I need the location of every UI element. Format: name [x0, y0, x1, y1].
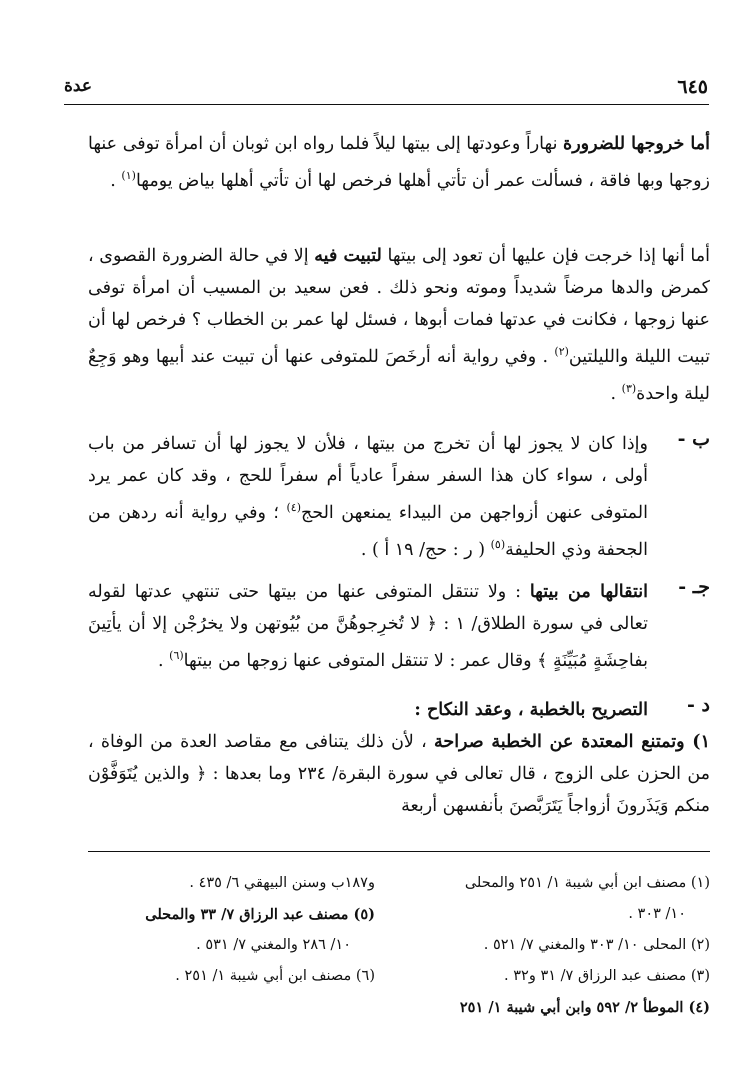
item-j-lead: انتقالها من بيتها	[529, 582, 648, 602]
footnote-line: (٦) مصنف ابن أبي شيبة ١/ ٢٥١ .	[175, 968, 375, 984]
paragraph-1	[88, 128, 710, 197]
item-d-sub-text: ، لأن ذلك يتنافى مع مقاصد العدة من الوفاة ، من الحزن على الزوج ، قال تعالى في سورة البقرة/ ٢٣٤ وما بعدها : ﴿ والذين يُتَوَفَّوْن منكم وَيَذَرونَ أزواجاً يَتَرَبَّصنَ بأنفسهن أربعة	[88, 732, 711, 816]
paragraph-1-lead: أما خروجها للضرورة	[563, 134, 710, 154]
item-b-text: وإذا كان لا يجوز لها أن تخرج من بيتها ، فلأن لا يجوز لها أن تسافر من باب أولى ، سواء كان هذا السفر سفراً عادياً أم سفراً للحج ، وقد كان عمر يرد المتوفى عنهن أزواجهن من البيداء يمنعهن الحج	[88, 434, 648, 523]
paragraph-2-bold: لتبيت فيه	[314, 246, 382, 266]
footnote-line: (٤) الموطأ ٢/ ٥٩٢ وابن أبي شيبة ١/ ٢٥١	[459, 999, 710, 1016]
item-d-marker: د -	[687, 694, 710, 716]
footnote-line: (٢) المحلى ١٠/ ٣٠٣ والمغني ٧/ ٥٢١ .	[483, 937, 710, 953]
footnote-ref-3[interactable]: (٣)	[621, 381, 637, 395]
paragraph-1-end: .	[110, 170, 122, 191]
footnote-line: ١٠/ ٣٠٣ .	[628, 906, 686, 922]
footnote-ref-4[interactable]: (٤)	[286, 501, 301, 514]
item-b-text-2: ؛ وفي رواية أنه ردهن من الجحفة وذي الحليفة	[88, 502, 648, 560]
footnote-ref-2[interactable]: (٢)	[554, 345, 569, 358]
paragraph-1-text: نهاراً وعودتها إلى بيتها ليلاً فلما رواه ابن ثوبان أن امرأة توفى عنها زوجها وبها فاقة ، فسألت عمر أن تأتي أهلها فرخص لها أن تأتي أهلها بياض يومها	[88, 134, 710, 191]
paragraph-2-end: .	[610, 383, 622, 404]
paragraph-2-text-a: أما أنها إذا خرجت فإن عليها أن تعود إلى بيتها	[381, 246, 710, 266]
item-j-end: .	[158, 650, 170, 671]
footnotes-right-column	[395, 868, 710, 1023]
item-b-end: ( ر : حج/ ١٩ أ ) .	[360, 539, 491, 560]
item-d-sub-lead: وتمتنع المعتدة عن الخطبة صراحة	[434, 732, 685, 752]
footnotes-left-column	[80, 868, 375, 992]
page-number: ٦٤٥	[677, 76, 708, 98]
footnote-line: (٣) مصنف عبد الرزاق ٧/ ٣١ و٣٢ .	[504, 968, 710, 984]
footnote-line: ١٠/ ٢٨٦ والمغني ٧/ ٥٣١ .	[196, 937, 351, 953]
item-d-sub-1	[88, 726, 710, 822]
item-j-text: : ولا تنتقل المتوفى عنها من بيتها حتى تنتهي عدتها لقوله تعالى في سورة الطلاق/ ١ : ﴿ لا تُخرِجوهُنَّ من بُيُوتهن ولا يخرُجْن إلا أن يأتِينَ بفاحِشَةٍ مُبَيِّنَةٍ ﴾ وقال عمر : لا تنتقل المتوفى عنها زوجها من بيتها	[88, 582, 648, 671]
footnote-ref-6[interactable]: (٦)	[169, 649, 184, 662]
item-j	[88, 576, 648, 677]
item-b-marker: ب -	[677, 428, 710, 450]
paragraph-2-text-b: إلا في حالة الضرورة القصوى ، كمرض والدها مرضاً شديداً وموته ونحو ذلك . فعن سعيد بن المسيب أن امرأة توفى عنها زوجها ، فكانت في عدتها فمات أبوها ، فسئل لها عمر بن الخطاب ؟ فرخص لها أن تبيت الليلة والليلتين	[88, 246, 710, 367]
paragraph-2	[88, 240, 710, 410]
footnote-line: (٥) مصنف عبد الرزاق ٧/ ٣٣ والمحلى	[145, 906, 375, 923]
item-d-heading	[88, 694, 648, 726]
item-b	[88, 428, 648, 566]
footnote-ref-5[interactable]: (٥)	[490, 537, 506, 551]
header-rule	[64, 104, 709, 105]
footnote-line: و١٨٧ب وسنن البيهقي ٦/ ٤٣٥ .	[189, 875, 375, 891]
footnote-line: (١) مصنف ابن أبي شيبة ١/ ٢٥١ والمحلى	[464, 875, 710, 891]
item-d-heading-text: التصريح بالخطبة ، وعقد النكاح :	[414, 700, 648, 720]
footnote-ref-1[interactable]: (١)	[121, 169, 136, 182]
item-j-marker: جـ -	[678, 576, 710, 598]
running-title: عدة	[64, 76, 92, 96]
footnote-rule	[88, 851, 710, 852]
paragraph-2-text-c: . وفي رواية أنه أرخَصَ للمتوفى عنها أن تبيت عند أبيها وهو وَجِعٌ ليلة واحدة	[88, 346, 710, 404]
item-d-sub-number: ١)	[684, 732, 710, 752]
